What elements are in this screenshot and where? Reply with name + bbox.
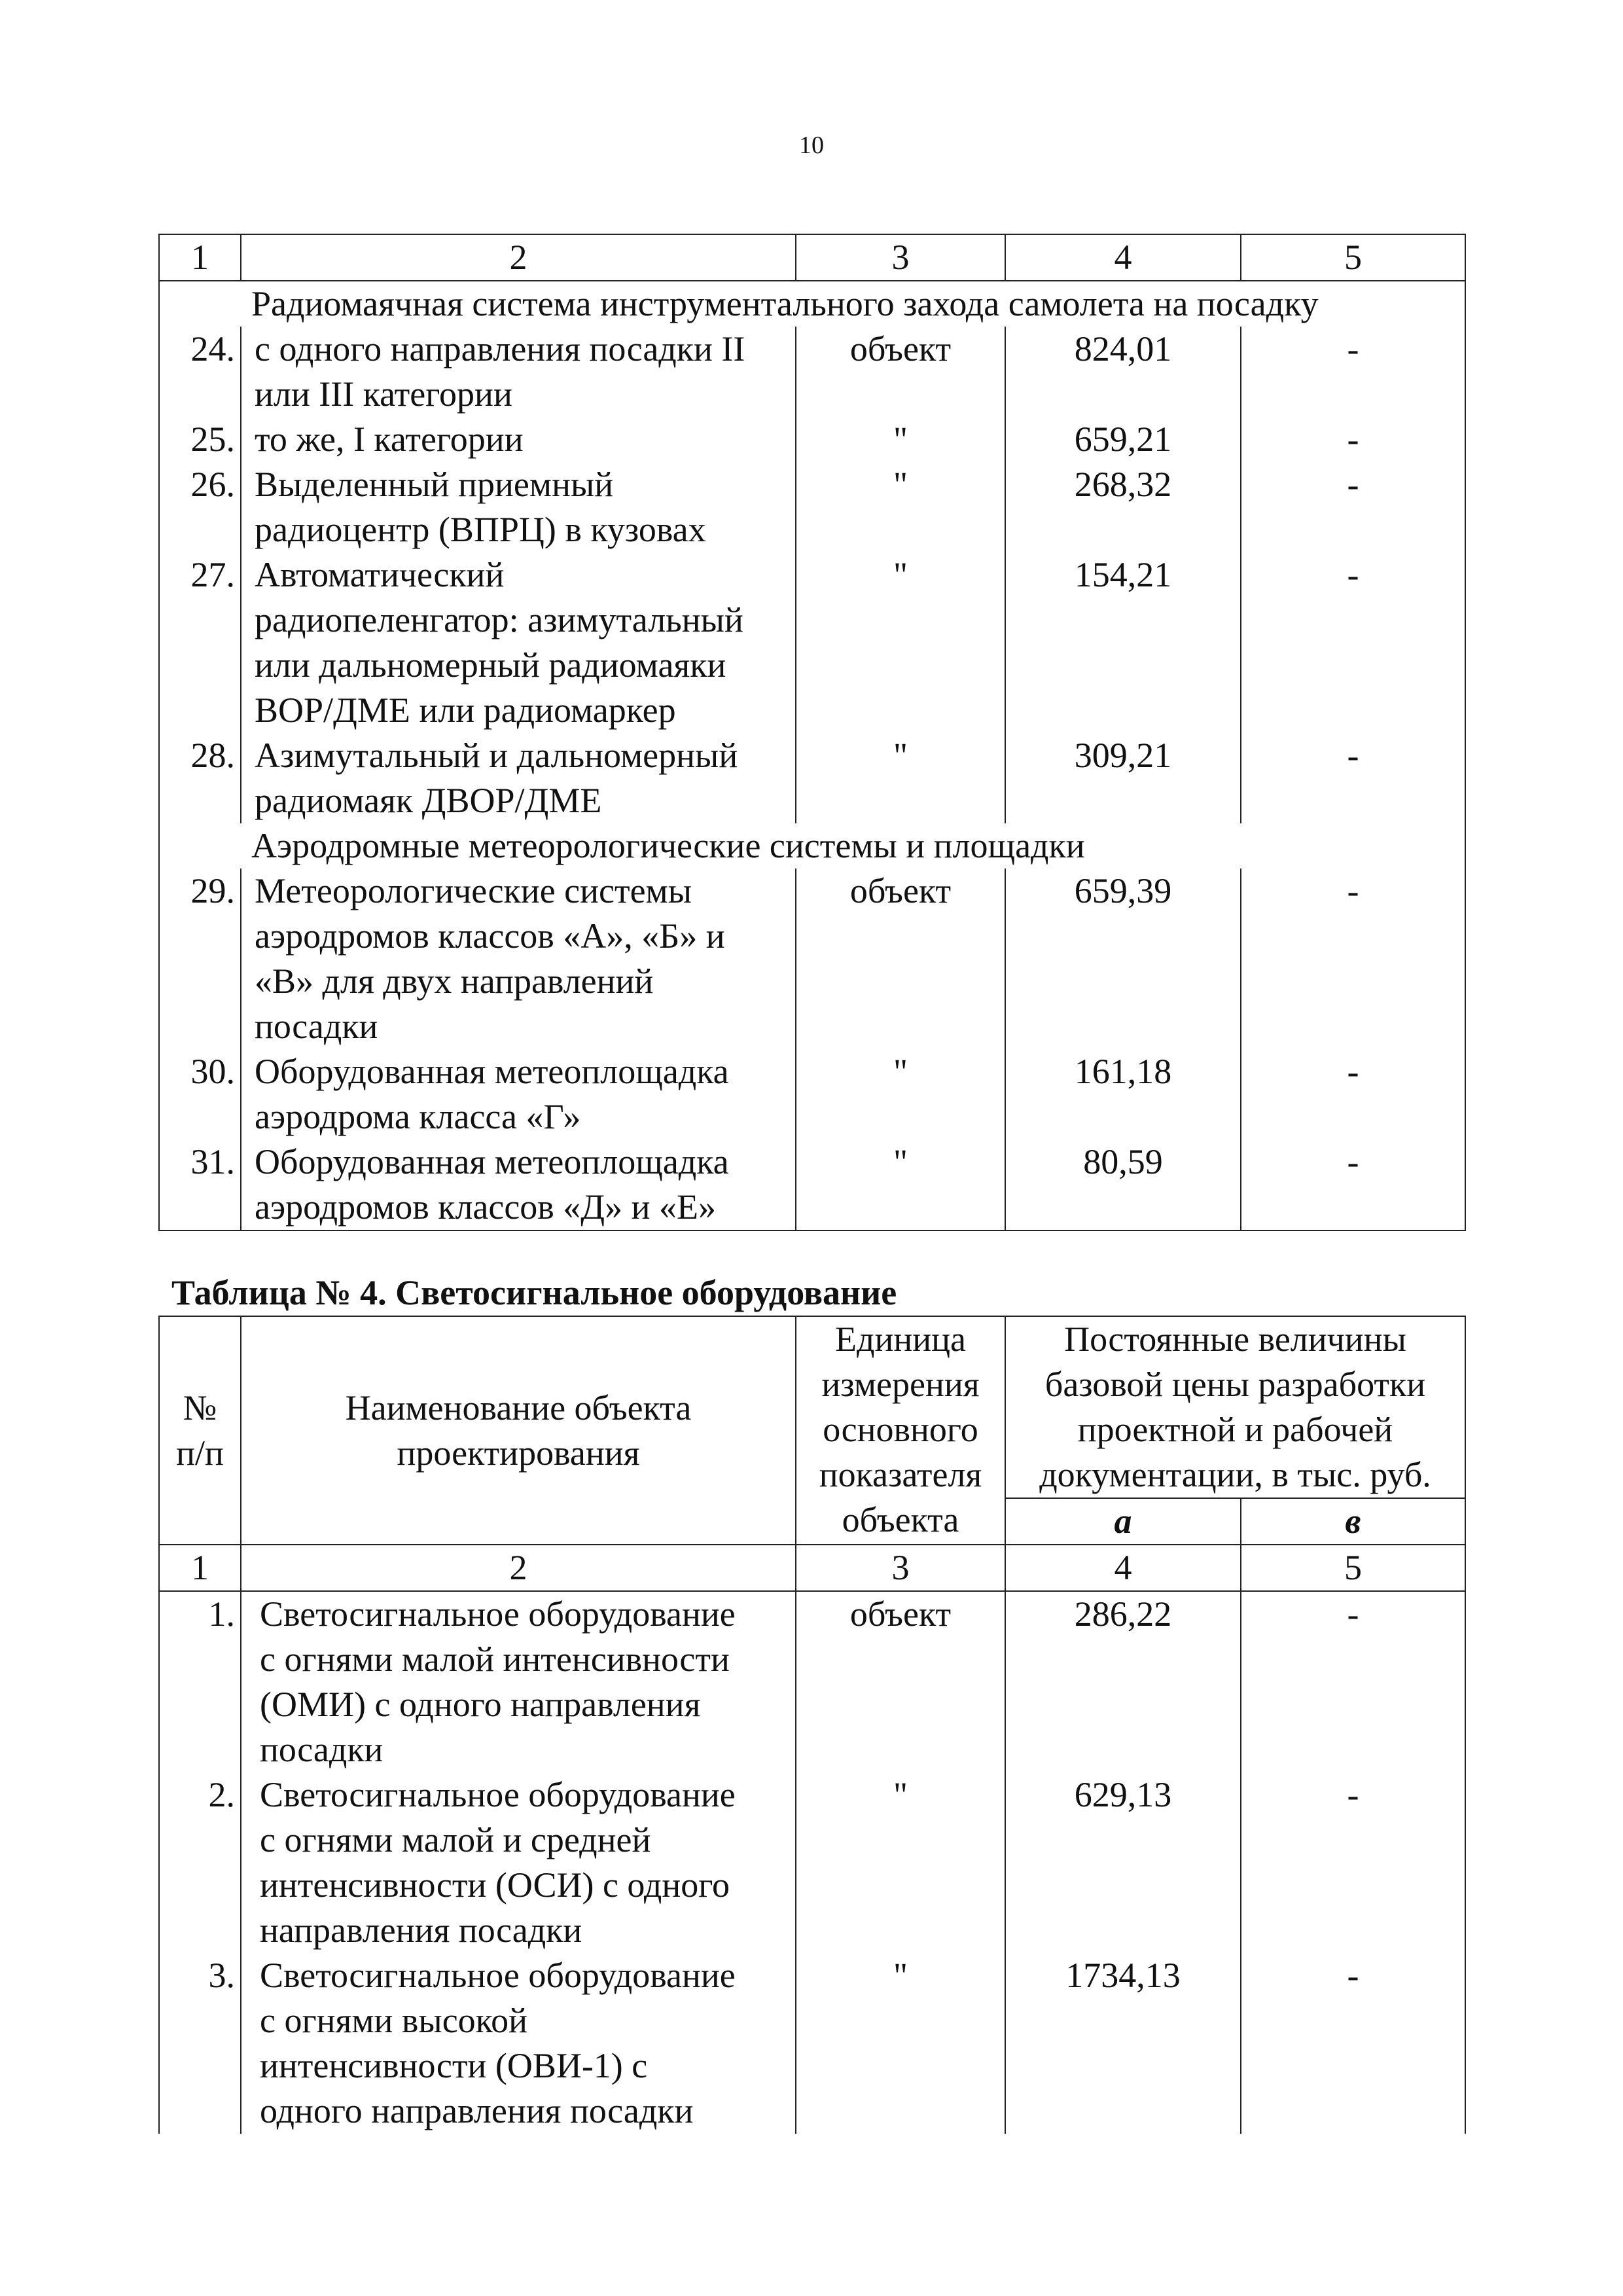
- section-heading: Аэродромные метеорологические системы и площадки: [159, 823, 1465, 869]
- row-number: 26.: [159, 462, 241, 552]
- value-a: 154,21: [1005, 552, 1241, 733]
- object-name: Светосигнальное оборудование с огнями высокой интенсивности (ОВИ-1) с одного направления посадки: [241, 1953, 796, 2134]
- unit-of-measure: ": [796, 1049, 1005, 1139]
- value-a: 286,22: [1005, 1591, 1241, 1772]
- value-b: -: [1241, 1772, 1465, 1953]
- column-index: 3: [796, 234, 1005, 281]
- unit-of-measure: объект: [796, 327, 1005, 417]
- object-name: Автоматический радиопеленгатор: азимутальный или дальномерный радиомаяки ВОР/ДМЕ или радиомаркер: [241, 552, 796, 733]
- unit-of-measure: ": [796, 417, 1005, 462]
- value-a: 659,39: [1005, 869, 1241, 1049]
- object-name: Светосигнальное оборудование с огнями малой и средней интенсивности (ОСИ) с одного направления посадки: [241, 1772, 796, 1953]
- value-a: 161,18: [1005, 1049, 1241, 1139]
- column-index: 5: [1241, 234, 1465, 281]
- object-name: с одного направления посадки II или III категории: [241, 327, 796, 417]
- value-a: 309,21: [1005, 733, 1241, 823]
- column-index-row: [159, 234, 1465, 281]
- value-b: -: [1241, 1139, 1465, 1230]
- table-row: [159, 417, 1465, 462]
- object-name: то же, I категории: [241, 417, 796, 462]
- object-name: Метеорологические системы аэродромов классов «А», «Б» и «В» для двух направлений посадки: [241, 869, 796, 1049]
- section-heading: Радиомаячная система инструментального захода самолета на посадку: [159, 281, 1465, 327]
- table-row: [159, 462, 1465, 552]
- row-number: 3.: [159, 1953, 241, 2134]
- table-row: [159, 1953, 1465, 2134]
- table-title: Таблица № 4. Светосигнальное оборудование: [171, 1273, 897, 1312]
- row-number: 28.: [159, 733, 241, 823]
- value-b: -: [1241, 1953, 1465, 2134]
- column-header-base-price: Постоянные величины базовой цены разработки проектной и рабочей документации, в тыс. руб.: [1005, 1316, 1465, 1498]
- column-header-a: а: [1005, 1498, 1241, 1545]
- page-number: 10: [799, 132, 824, 159]
- column-index: 2: [241, 234, 796, 281]
- row-number: 27.: [159, 552, 241, 733]
- value-b: -: [1241, 869, 1465, 1049]
- value-a: 80,59: [1005, 1139, 1241, 1230]
- column-index: 3: [796, 1545, 1005, 1591]
- table-row: [159, 1772, 1465, 1953]
- value-a: 629,13: [1005, 1772, 1241, 1953]
- column-index-row: [159, 1545, 1465, 1591]
- unit-of-measure: ": [796, 1953, 1005, 2134]
- row-number: 1.: [159, 1591, 241, 1772]
- column-index: 4: [1005, 1545, 1241, 1591]
- table-row: [159, 327, 1465, 417]
- value-b: -: [1241, 1049, 1465, 1139]
- unit-of-measure: ": [796, 733, 1005, 823]
- table-row: [159, 552, 1465, 733]
- unit-of-measure: ": [796, 552, 1005, 733]
- row-number: 2.: [159, 1772, 241, 1953]
- table-row: [159, 733, 1465, 823]
- value-a: 824,01: [1005, 327, 1241, 417]
- column-header-b: в: [1241, 1498, 1465, 1545]
- row-number: 25.: [159, 417, 241, 462]
- value-b: -: [1241, 1591, 1465, 1772]
- object-name: Светосигнальное оборудование с огнями малой интенсивности (ОМИ) с одного направления посадки: [241, 1591, 796, 1772]
- table-row: [159, 869, 1465, 1049]
- unit-of-measure: ": [796, 1139, 1005, 1230]
- column-index: 5: [1241, 1545, 1465, 1591]
- unit-of-measure: объект: [796, 1591, 1005, 1772]
- value-b: -: [1241, 462, 1465, 552]
- value-b: -: [1241, 552, 1465, 733]
- column-index: 4: [1005, 234, 1241, 281]
- row-number: 29.: [159, 869, 241, 1049]
- column-index: 2: [241, 1545, 796, 1591]
- table-row: [159, 1139, 1465, 1230]
- column-index: 1: [159, 1545, 241, 1591]
- header-row: [159, 1316, 1465, 1498]
- row-number: 30.: [159, 1049, 241, 1139]
- object-name: Оборудованная метеоплощадка аэродромов классов «Д» и «Е»: [241, 1139, 796, 1230]
- column-index: 1: [159, 234, 241, 281]
- unit-of-measure: ": [796, 1772, 1005, 1953]
- value-a: 659,21: [1005, 417, 1241, 462]
- object-name: Азимутальный и дальномерный радиомаяк ДВОР/ДМЕ: [241, 733, 796, 823]
- value-a: 1734,13: [1005, 1953, 1241, 2134]
- table-row: [159, 1049, 1465, 1139]
- row-number: 31.: [159, 1139, 241, 1230]
- section-heading-row: [159, 281, 1465, 327]
- unit-of-measure: ": [796, 462, 1005, 552]
- unit-of-measure: объект: [796, 869, 1005, 1049]
- value-b: -: [1241, 417, 1465, 462]
- row-number: 24.: [159, 327, 241, 417]
- object-name: Оборудованная метеоплощадка аэродрома класса «Г»: [241, 1049, 796, 1139]
- value-b: -: [1241, 733, 1465, 823]
- lighting-equipment-table: [158, 1316, 1466, 2134]
- object-name: Выделенный приемный радиоцентр (ВПРЦ) в кузовах: [241, 462, 796, 552]
- column-header-name: Наименование объекта проектирования: [241, 1316, 796, 1545]
- equipment-table-continued: [158, 234, 1466, 1231]
- column-header-number: № п/п: [159, 1316, 241, 1545]
- value-b: -: [1241, 327, 1465, 417]
- table-row: [159, 1591, 1465, 1772]
- value-a: 268,32: [1005, 462, 1241, 552]
- column-header-unit: Единица измерения основного показателя объекта: [796, 1316, 1005, 1545]
- section-heading-row: [159, 823, 1465, 869]
